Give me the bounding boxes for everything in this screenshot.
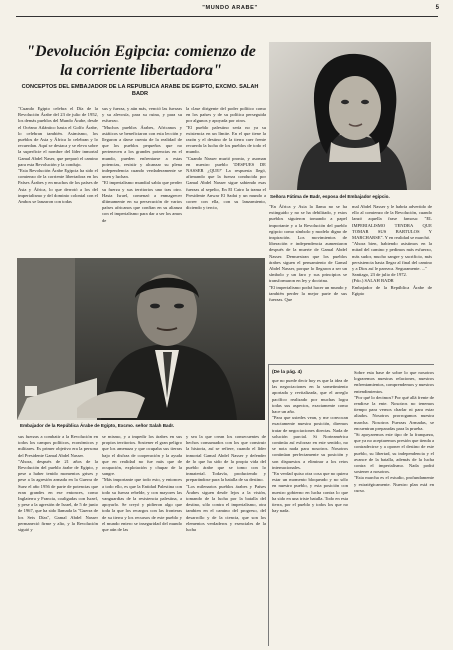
continuation-top-rule bbox=[268, 364, 434, 365]
article-column-3: la clase dirigente del poder político como en los países y de su política perseguida por algunos y apoyada por otros. "El pueblo palestino sería no ya su existencia en un límite. En el que tiene la razón y el destino de la tierra caer frente recuerda la lucha de los pueblos de todo el mundo. "Cuando Nasser murió pronto, y asoman en nuestro pueblo 'DESPUES DE NASSER ¿QUE?' La respuesta llegó, afirmando que la fuerza conducida por Gamal Abdel Nasser sigue sabiendo esas fuerzas al sepelio, En El Cairo la trama el Presidente Anwar El Sadat y un mundo a correr con ella, con su lanzamiento, diciendo y tercio, bbox=[186, 106, 266, 211]
photo-top-caption: Señora Fátima de Badr, esposa del Embajador egipcio. bbox=[270, 194, 390, 199]
header-rule bbox=[16, 16, 438, 17]
article-column-1: "Cuando Egipto celebra el Día de la Revolución Árabe del 23 de julio de 1952, los demás pueblos del Mundo Árabe, desde el Océano Atlántico hasta el Golfo Árabe, lo celebran también. Asimismo, los pueblos de Asia y África lo celebran y lo recuerdan. Aquí se destaca y se eleva sobre la superficie el nombre del líder inmortal Gamal Abdel Naser, que preparó el camino para esta Revolución y la condujo. "Esta Revolución Árabe Egipcia ha sido el comienzo de la corriente libertadora en los Países Árabes y en muchos de los países de Asia y África, lo que derrotó a los del imperialismo y del dominio colonial con el Ambos se lanzaron con todas bbox=[18, 106, 98, 205]
article-column-7: se mismo, y a impedir los árabes en sus propios territorios. Sostener el gran peligro que los amenaza y que ocupaba sus tierras bajo el disfraz de cooperación y la ayuda que en realidad no fue más que de ocupación, explotación y chupar de la sangre. "Más importante que todo esto, y entonces a todo ello, es que la Entidad Palestina con todo su fuerza rebelde, y con mayores las vanguardias de la resistencia palestina, a apoyarlo. Se creyó y pidieron algo que toda la que los recargos con las fronteras de su tierra y los recursos de este pueblo y el mundo entero se inseguridad del mundo que aún de las bbox=[102, 434, 182, 533]
article-column-5: mal Abdel Nasser y le habría advertido de ello al comienzo de la Revolución, cuando lanzó aquella frase famosa: "EL IMPERIALISMO TENDRA QUE TOMAR SUS BARTULOS Y MARCHARSE". Y en realidad se marchó. "Ahora bien, habiendo asistimos en la mitad del camino y pedimos más esfuerzo, más sudor, mucho sangre y sacrificio, más persistencia hasta llegar al final del camino y a Dios así le parezca. Seguramente. ..." Santiago, 23 de julio de 1972. (Fdo.) SALAH BADR Embajador de la República Árabe de Egipto bbox=[352, 204, 432, 296]
subhead: CONCEPTOS DEL EMBAJADOR DE LA REPUBLICA ARABE DE EGIPTO, EXCMO. SALAH BADR bbox=[21, 84, 259, 97]
photo-woman-portrait bbox=[269, 42, 431, 190]
article-column-9: que no puede decir hoy es que la idea de las negociaciones en la sometimiento aportada y revitalizada, que el arreglo pacífico realizado por muchas logra todas sus aspectos, exactamente como hace un año. "Para que ustedes vean, y me convocan exactamente nuestra posición, diremos tratar de negociaciones directas. Nada de solución parcial. Si Norteamérica continúa así esforzar en este sentido, no se nota nada para nosotros. Nosotros continúan perfectamente su posición y son dispuestos a eliminar a los retos internacionales. "En verdad quiso otra cosa que no quiera estar un momento bloqueado y no sólo en nuestro pueblo, y esta posición con nuestro gobierno en lucha contra lo que ha sido en una triste batalla. Todo en esta tierra, por el pueblo y todos los que no hay nada. bbox=[272, 378, 348, 514]
portrait-image bbox=[269, 42, 431, 190]
section-title: "MUNDO ARABE" bbox=[202, 5, 258, 11]
photo-ambassador bbox=[17, 258, 265, 420]
continuation-label: (De la pág. 4) bbox=[272, 370, 302, 375]
photo-mid-caption: Embajador de la República Árabe de Egipto, Excmo. señor Salah Badr. bbox=[20, 423, 175, 428]
continuation-left-rule bbox=[268, 364, 269, 646]
article-column-10: Sobre esta base de sobre lo que nosotros lograremos nuestras relaciones, nuestros enfrentamientos, comprendemos y nuestros entendimientos. "Por qué lo decimos? Por qué allá frente de rendirse la ente. Nosotros no tenemos tiempo para vernos charlar ni para estar aliados. Nosotros prorrogamos nuestra marcha. Nosotros Fuerzas Armadas, se encuentran preparadas para la prueba. "Si apoyaremos este tipo de la franqueza, que ya no aceptaremos presión que tienda a contradecirse y a oponer el destino de este pueblo, su libertad, su independencia y el avance de la batalla, además de la lucha contra el imperialismo. Nada podrá sostener a nosotros. "Esta marcha es el estudio, profundamente y estratégicamente. Nuestro plan está en curso. bbox=[354, 370, 434, 493]
article-column-6: sus fuerzas a combatir a la Revolución en todos los campos políticos, económicos y militares. Es primer objetivo era la persona del Presidente Gamal Abdel Nasser. "Ahora, después de 21 años de la Revolución del pueblo árabe de Egipto, y pese a haber tenido momentos grises y pese a la agresión armada en la Guerra de Suez el año 1956 de parte de potencias que eran grandes en ese entonces, como Inglaterra y Francia, coaligadas con Israel, y pese a la agresión de Israel, de 5 de junio de 1967, que ha sido llamada la "Guerra de los Seis Días", Gamal Abdel Nasser permaneció firme y alto, y la Revolución siguió y bbox=[18, 434, 98, 533]
headline: "Devolución Egipcia: comienzo de la corriente libertadora" bbox=[26, 43, 256, 79]
article-column-2: sus y fuerza, y aún más, venció las fuerzas y su alevosía, para su ruina, y para su esfuerzo. "Muchos pueblos Árabes, Africanos y asiáticos se beneficiaron con esta lección y llegaron a darse cuenta de la realidad de que los pueblos pequeños que no pertenecen a los grandes potencias en el mundo, pueden enfrentarse a estas potencias, resistir y alcanzar su plena independencia cuando verdaderamente se unen y luchan. "El imperialismo mundial sabía que perder su fuerza y sus territorios uno tras otro. Hasta Israel, comenzó a enmagrecer últimamente en su persecución de varios países africanos que confían en su alianza con el imperialismo para dar a ser los amos de bbox=[102, 106, 182, 223]
article-column-8: y sea la que crean los consecuentes de hechos consumados con los que construir la historia, así se refiere, cuando el líder inmortal Gamal Abdel Nasser y defender de lo que ha sido de la propia vida del pueblo árabe que se tomo con lo inmaterial. Todavía, produciendo y preparándose para la batalla de su destino. "Los milenarios pueblos árabes y Países Árabes siguen desde lejos a la visión, tomando de la lucha por la batalla del destino, sólo contra el imperialismo, otra tambien en el camino del progreso, del desarrollo y de la ciencia, que son los elementos verdaderos y esenciales de la lucha bbox=[186, 434, 266, 533]
page-number: 5 bbox=[435, 5, 439, 11]
article-column-4: "En África y Asia la llama no se ha extinguido y no se ha debilitado, y estos pueblos siguieron tomando a papel importante y a la Revolución del pueblo egipcio como símbolo y modelo digno de inspiración. Los movimientos de liberación e independencia aumentaron después de la muerte de Gamal Abdel Nasser. Demuestran que los pueblos árabes siguen el pensamiento de Gamal Abdel Nasser, porque lo llegaron a ser un símbolo y un faro y sus principios se transformaron en ley y doctrina. "El imperialismo podrá hacer un mundo y también perder la mejor parte de sus fuerzas. Que bbox=[269, 204, 347, 303]
ambassador-image bbox=[17, 258, 265, 420]
